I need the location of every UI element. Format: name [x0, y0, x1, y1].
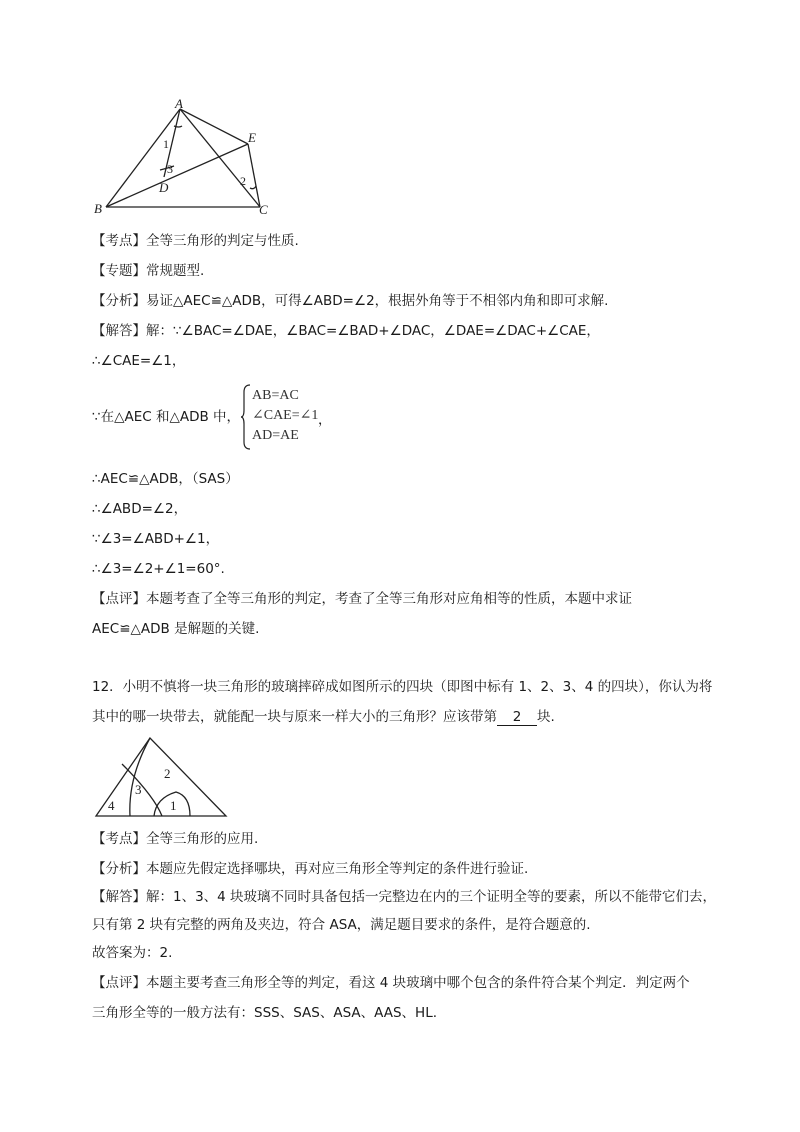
q11-jieda-line-3: ∴AEC≌△ADB，（SAS）	[92, 471, 239, 487]
segment-ac	[180, 109, 260, 207]
segment-bd-e	[106, 144, 248, 207]
system-line-3: AD=AE	[252, 428, 299, 443]
label-angle-2: 2	[240, 174, 246, 188]
q11-jieda-line-4: ∴∠ABD=∠2，	[92, 501, 188, 517]
left-brace-icon	[240, 384, 252, 450]
q11-jieda-line-2: ∴∠CAE=∠1，	[92, 353, 186, 369]
q11-jieda-line-1: 【解答】解：∵∠BAC=∠DAE，∠BAC=∠BAD+∠DAC，∠DAE=∠DAC+∠CAE，	[92, 323, 600, 339]
q12-stem-line-2	[92, 708, 555, 726]
broken-triangle-figure	[92, 734, 232, 820]
system-prefix: ∵在△AEC 和△ADB 中，	[92, 409, 241, 425]
system-lines	[252, 386, 318, 446]
segment-ae	[180, 109, 248, 144]
q11-jieda-line-5: ∵∠3=∠ABD+∠1，	[92, 531, 220, 547]
system-line-1: AB=AC	[252, 388, 299, 403]
piece-label-2: 2	[164, 766, 171, 781]
q11-dianping-line-1: 【点评】本题考查了全等三角形的判定，考查了全等三角形对应角相等的性质，本题中求证	[92, 591, 632, 607]
label-angle-1: 1	[163, 137, 169, 151]
segment-ec	[248, 144, 260, 207]
label-a: A	[175, 96, 183, 111]
q12-fenxi: 【分析】本题应先假定选择哪块，再对应三角形全等判定的条件进行验证.	[92, 861, 529, 877]
q11-kaodian: 【考点】全等三角形的判定与性质.	[92, 233, 299, 249]
q12-jieda-line-1: 【解答】解：1、3、4 块玻璃不同时具备包括一完整边在内的三个证明全等的要素，所以不能带它们去，	[92, 889, 717, 905]
answer-blank: 2	[497, 709, 537, 726]
piece-label-4: 4	[108, 798, 115, 813]
piece-label-3: 3	[135, 782, 142, 797]
q12-answer-line: 故答案为：2.	[92, 945, 173, 961]
q12-stem-line-1: 12．小明不慎将一块三角形的玻璃摔碎成如图所示的四块（即图中标有 1、2、3、4 的四块），你认为将	[92, 679, 713, 695]
angle-arc-2	[250, 186, 256, 189]
angle-arc-1	[174, 126, 182, 127]
q12-dianping-line-1: 【点评】本题主要考查三角形全等的判定，看这 4 块玻璃中哪个包含的条件符合某个判定．判定两个	[92, 975, 690, 991]
q11-jieda-line-6: ∴∠3=∠2+∠1=60°.	[92, 561, 225, 577]
triangle-outline	[96, 738, 226, 816]
q11-zhuanti: 【专题】常规题型.	[92, 263, 205, 279]
piece-label-1: 1	[170, 798, 177, 813]
label-d: D	[159, 180, 169, 195]
q11-dianping-line-2: AEC≌△ADB 是解题的关键.	[92, 621, 260, 637]
q11-fenxi: 【分析】易证△AEC≌△ADB，可得∠ABD=∠2，根据外角等于不相邻内角和即可求解.	[92, 293, 609, 309]
label-c: C	[259, 202, 268, 216]
q12-jieda-line-2: 只有第 2 块有完整的两角及夹边，符合 ASA，满足题目要求的条件，是符合题意的.	[92, 917, 591, 933]
q12-stem-end: 块.	[537, 709, 555, 725]
system-line-2: ∠CAE=∠1	[252, 408, 319, 423]
q12-kaodian: 【考点】全等三角形的应用.	[92, 831, 259, 847]
q12-stem-text: 其中的哪一块带去，就能配一块与原来一样大小的三角形？应该带第	[92, 709, 497, 725]
triangle-figure-1	[92, 96, 282, 216]
system-suffix: ，	[318, 412, 332, 428]
q12-dianping-line-2: 三角形全等的一般方法有：SSS、SAS、ASA、AAS、HL.	[92, 1005, 438, 1021]
label-e: E	[248, 130, 256, 145]
label-b: B	[94, 201, 102, 216]
label-angle-3: 3	[167, 162, 173, 176]
crack-line-1	[130, 738, 150, 816]
